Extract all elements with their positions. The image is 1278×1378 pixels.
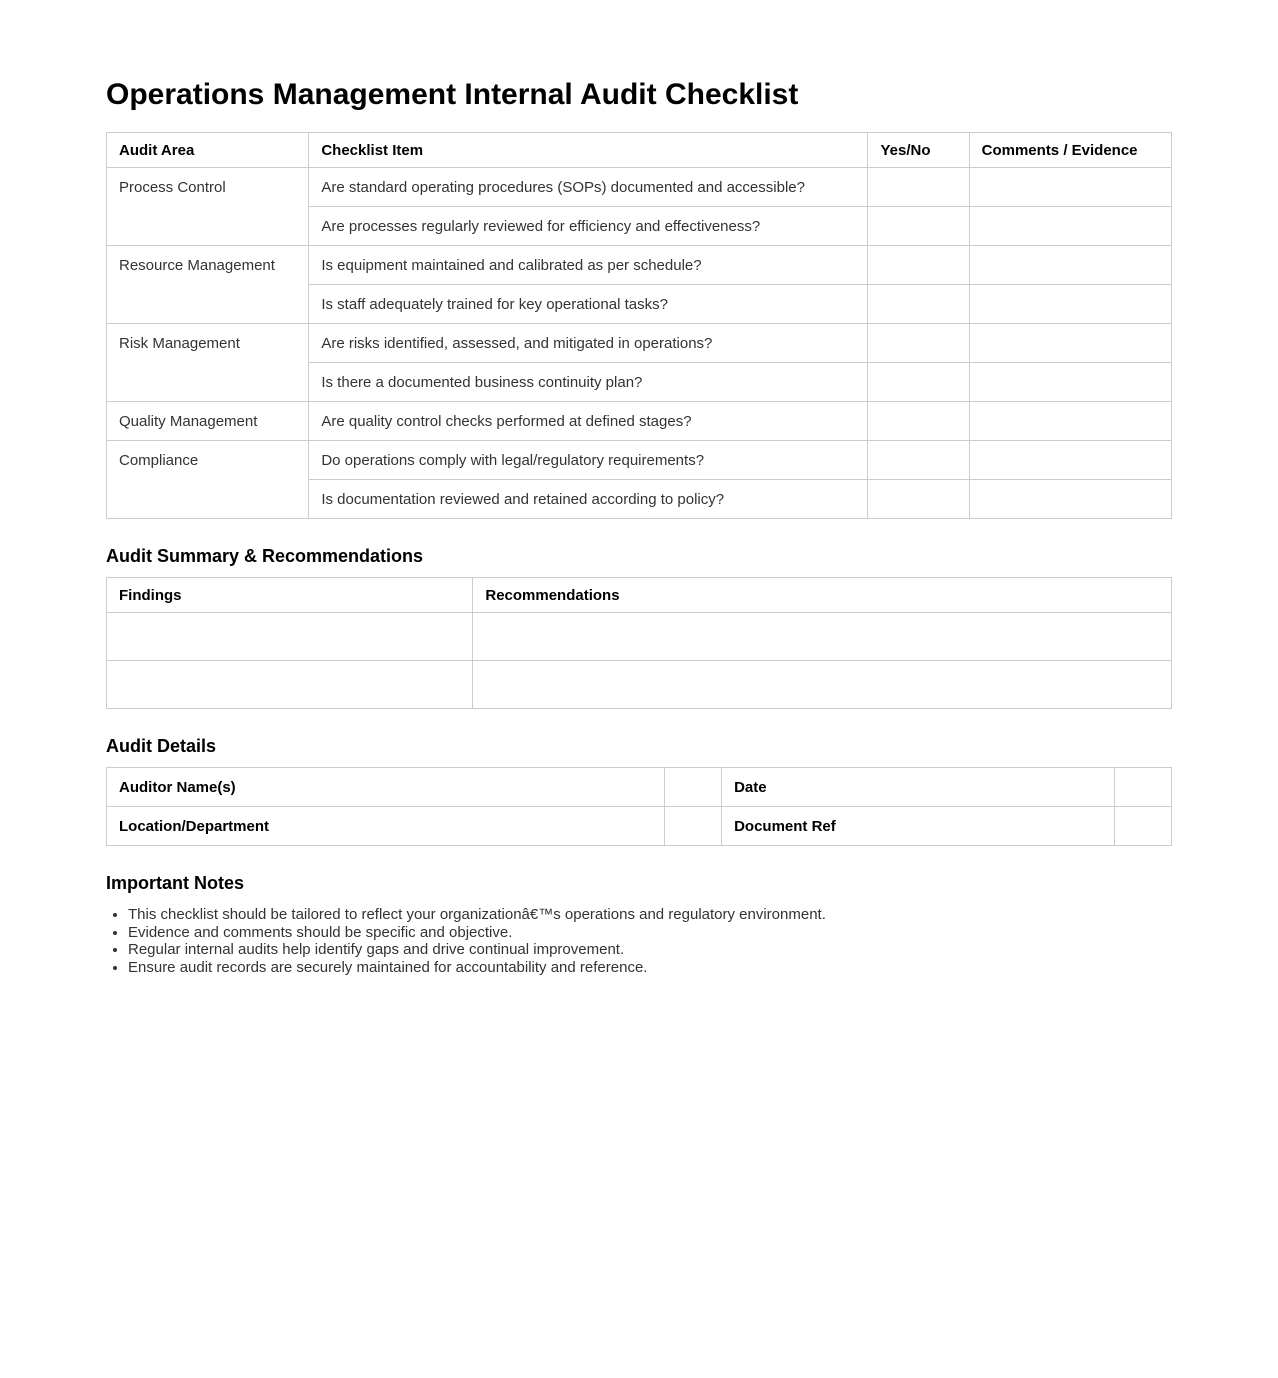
date-label: Date (722, 768, 1115, 807)
header-findings: Findings (107, 578, 473, 613)
header-audit-area: Audit Area (107, 133, 309, 168)
comments-cell (969, 168, 1171, 207)
auditor-name-value-cell (664, 768, 722, 807)
checklist-row (107, 168, 1172, 207)
yes-no-cell (868, 441, 969, 480)
note-item: • Regular internal audits help identify gaps and drive continual improvement. (128, 941, 1172, 959)
yes-no-cell (868, 285, 969, 324)
checklist-item-cell: Is there a documented business continuity plan? (309, 363, 868, 402)
note-item: • Ensure audit records are securely maintained for accountability and reference. (128, 959, 1172, 977)
document-ref-value-cell (1115, 807, 1172, 846)
yes-no-cell (868, 363, 969, 402)
yes-no-cell (868, 207, 969, 246)
summary-heading: Audit Summary & Recommendations (106, 546, 424, 566)
checklist-table (106, 132, 1172, 519)
location-department-label: Location/Department (107, 807, 665, 846)
findings-cell (107, 613, 473, 661)
summary-header-row (107, 578, 1172, 613)
document-page (106, 78, 1172, 976)
audit-area-cell: Resource Management (107, 246, 309, 324)
notes-heading: Important Notes (106, 873, 245, 893)
checklist-item-cell: Is documentation reviewed and retained according to policy? (309, 480, 868, 519)
summary-row (107, 661, 1172, 709)
comments-cell (969, 207, 1171, 246)
checklist-row (107, 441, 1172, 480)
header-checklist-item: Checklist Item (309, 133, 868, 168)
details-table (106, 767, 1172, 846)
checklist-header-row (107, 133, 1172, 168)
date-value-cell (1115, 768, 1172, 807)
yes-no-cell (868, 480, 969, 519)
details-row (107, 768, 1172, 807)
yes-no-cell (868, 246, 969, 285)
checklist-item-cell: Is equipment maintained and calibrated as per schedule? (309, 246, 868, 285)
comments-cell (969, 402, 1171, 441)
notes-list (106, 906, 1172, 976)
audit-area-cell: Quality Management (107, 402, 309, 441)
location-department-value-cell (664, 807, 722, 846)
comments-cell (969, 246, 1171, 285)
findings-cell (107, 661, 473, 709)
comments-cell (969, 480, 1171, 519)
header-recommendations: Recommendations (473, 578, 1172, 613)
comments-cell (969, 363, 1171, 402)
auditor-name-label: Auditor Name(s) (107, 768, 665, 807)
recommendations-cell (473, 661, 1172, 709)
audit-area-cell: Compliance (107, 441, 309, 519)
checklist-item-cell: Is staff adequately trained for key operational tasks? (309, 285, 868, 324)
checklist-item-cell: Are standard operating procedures (SOPs) documented and accessible? (309, 168, 868, 207)
checklist-row (107, 246, 1172, 285)
note-item: • This checklist should be tailored to reflect your organizationâ€™s operations and regulatory environment. (128, 906, 1172, 924)
header-comments-evidence: Comments / Evidence (969, 133, 1171, 168)
yes-no-cell (868, 402, 969, 441)
checklist-item-cell: Are risks identified, assessed, and mitigated in operations? (309, 324, 868, 363)
checklist-row (107, 324, 1172, 363)
header-yes-no: Yes/No (868, 133, 969, 168)
checklist-item-cell: Are quality control checks performed at defined stages? (309, 402, 868, 441)
page-title: Operations Management Internal Audit Checklist (106, 78, 799, 111)
summary-table (106, 577, 1172, 709)
audit-area-cell: Risk Management (107, 324, 309, 402)
comments-cell (969, 324, 1171, 363)
comments-cell (969, 441, 1171, 480)
summary-row (107, 613, 1172, 661)
comments-cell (969, 285, 1171, 324)
checklist-item-cell: Do operations comply with legal/regulatory requirements? (309, 441, 868, 480)
checklist-row (107, 402, 1172, 441)
yes-no-cell (868, 168, 969, 207)
details-heading: Audit Details (106, 736, 217, 756)
note-item: • Evidence and comments should be specific and objective. (128, 924, 1172, 942)
details-row (107, 807, 1172, 846)
document-ref-label: Document Ref (722, 807, 1115, 846)
audit-area-cell: Process Control (107, 168, 309, 246)
yes-no-cell (868, 324, 969, 363)
checklist-item-cell: Are processes regularly reviewed for efficiency and effectiveness? (309, 207, 868, 246)
recommendations-cell (473, 613, 1172, 661)
